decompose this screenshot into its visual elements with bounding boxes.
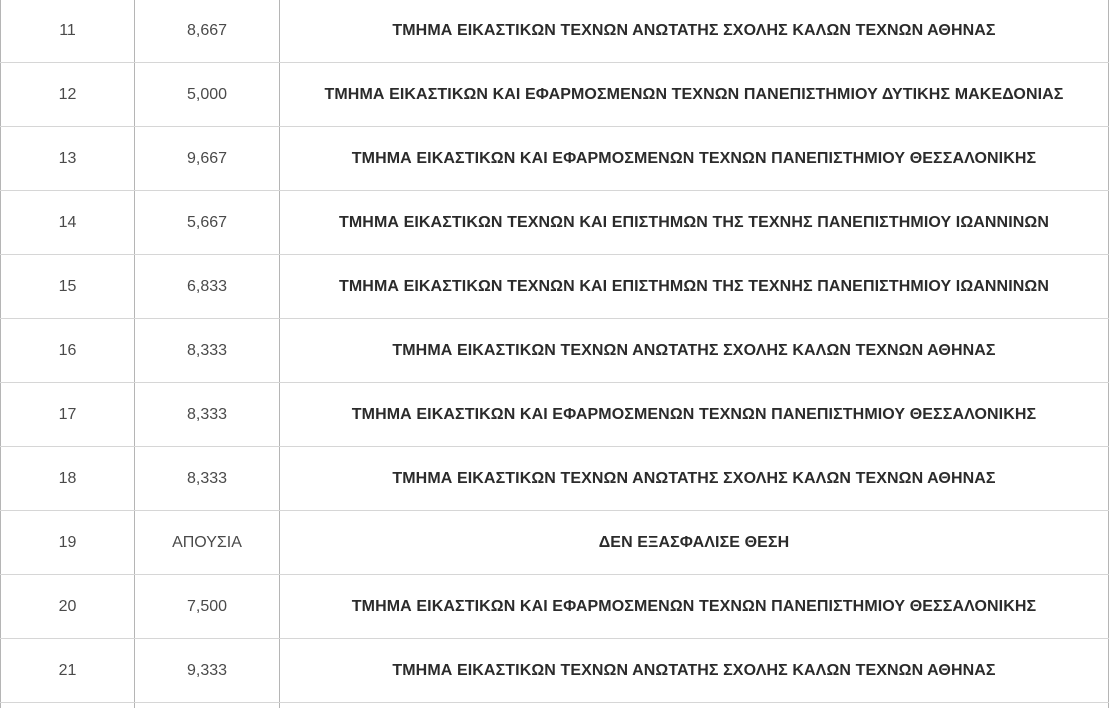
table-row	[1, 447, 1109, 511]
rank-cell: 14	[1, 191, 135, 255]
rank-cell: 17	[1, 383, 135, 447]
table-row	[1, 127, 1109, 191]
table-row	[1, 191, 1109, 255]
score-cell: 9,333	[135, 639, 280, 703]
department-cell: ΤΜΗΜΑ ΕΙΚΑΣΤΙΚΩΝ ΚΑΙ ΕΦΑΡΜΟΣΜΕΝΩΝ ΤΕΧΝΩΝ ΠΑΝΕΠΙΣΤΗΜΙΟΥ ΘΕΣΣΑΛΟΝΙΚΗΣ	[280, 575, 1109, 639]
rank-cell: 12	[1, 63, 135, 127]
score-cell: 9,667	[135, 127, 280, 191]
department-cell: ΤΜΗΜΑ ΕΙΚΑΣΤΙΚΩΝ ΚΑΙ ΕΦΑΡΜΟΣΜΕΝΩΝ ΤΕΧΝΩΝ ΠΑΝΕΠΙΣΤΗΜΙΟΥ ΔΥΤΙΚΗΣ ΜΑΚΕΔΟΝΙΑΣ	[280, 63, 1109, 127]
rank-cell: 15	[1, 255, 135, 319]
department-cell	[280, 703, 1109, 708]
rank-cell	[1, 703, 135, 708]
table-row	[1, 255, 1109, 319]
department-cell: ΤΜΗΜΑ ΕΙΚΑΣΤΙΚΩΝ ΚΑΙ ΕΦΑΡΜΟΣΜΕΝΩΝ ΤΕΧΝΩΝ ΠΑΝΕΠΙΣΤΗΜΙΟΥ ΘΕΣΣΑΛΟΝΙΚΗΣ	[280, 383, 1109, 447]
table-row	[1, 63, 1109, 127]
department-cell: ΤΜΗΜΑ ΕΙΚΑΣΤΙΚΩΝ ΤΕΧΝΩΝ ΑΝΩΤΑΤΗΣ ΣΧΟΛΗΣ ΚΑΛΩΝ ΤΕΧΝΩΝ ΑΘΗΝΑΣ	[280, 0, 1109, 63]
department-cell: ΤΜΗΜΑ ΕΙΚΑΣΤΙΚΩΝ ΚΑΙ ΕΦΑΡΜΟΣΜΕΝΩΝ ΤΕΧΝΩΝ ΠΑΝΕΠΙΣΤΗΜΙΟΥ ΘΕΣΣΑΛΟΝΙΚΗΣ	[280, 127, 1109, 191]
table-row	[1, 319, 1109, 383]
rank-cell: 18	[1, 447, 135, 511]
table-row	[1, 575, 1109, 639]
table-row	[1, 0, 1109, 63]
score-cell: ΑΠΟΥΣΙΑ	[135, 511, 280, 575]
rank-cell: 11	[1, 0, 135, 63]
score-cell: 5,000	[135, 63, 280, 127]
score-cell: 6,833	[135, 255, 280, 319]
rank-cell: 20	[1, 575, 135, 639]
score-cell: 5,667	[135, 191, 280, 255]
department-cell: ΤΜΗΜΑ ΕΙΚΑΣΤΙΚΩΝ ΤΕΧΝΩΝ ΚΑΙ ΕΠΙΣΤΗΜΩΝ ΤΗΣ ΤΕΧΝΗΣ ΠΑΝΕΠΙΣΤΗΜΙΟΥ ΙΩΑΝΝΙΝΩΝ	[280, 191, 1109, 255]
rank-cell: 21	[1, 639, 135, 703]
score-cell	[135, 703, 280, 708]
rank-cell: 13	[1, 127, 135, 191]
department-cell: ΔΕΝ ΕΞΑΣΦΑΛΙΣΕ ΘΕΣΗ	[280, 511, 1109, 575]
table-row	[1, 511, 1109, 575]
rank-cell: 16	[1, 319, 135, 383]
department-cell: ΤΜΗΜΑ ΕΙΚΑΣΤΙΚΩΝ ΤΕΧΝΩΝ ΚΑΙ ΕΠΙΣΤΗΜΩΝ ΤΗΣ ΤΕΧΝΗΣ ΠΑΝΕΠΙΣΤΗΜΙΟΥ ΙΩΑΝΝΙΝΩΝ	[280, 255, 1109, 319]
table-row	[1, 639, 1109, 703]
score-cell: 8,333	[135, 447, 280, 511]
department-cell: ΤΜΗΜΑ ΕΙΚΑΣΤΙΚΩΝ ΤΕΧΝΩΝ ΑΝΩΤΑΤΗΣ ΣΧΟΛΗΣ ΚΑΛΩΝ ΤΕΧΝΩΝ ΑΘΗΝΑΣ	[280, 639, 1109, 703]
score-cell: 8,333	[135, 319, 280, 383]
department-cell: ΤΜΗΜΑ ΕΙΚΑΣΤΙΚΩΝ ΤΕΧΝΩΝ ΑΝΩΤΑΤΗΣ ΣΧΟΛΗΣ ΚΑΛΩΝ ΤΕΧΝΩΝ ΑΘΗΝΑΣ	[280, 447, 1109, 511]
rank-cell: 19	[1, 511, 135, 575]
score-cell: 7,500	[135, 575, 280, 639]
table-row	[1, 383, 1109, 447]
score-cell: 8,667	[135, 0, 280, 63]
table-row	[1, 703, 1109, 708]
department-cell: ΤΜΗΜΑ ΕΙΚΑΣΤΙΚΩΝ ΤΕΧΝΩΝ ΑΝΩΤΑΤΗΣ ΣΧΟΛΗΣ ΚΑΛΩΝ ΤΕΧΝΩΝ ΑΘΗΝΑΣ	[280, 319, 1109, 383]
score-cell: 8,333	[135, 383, 280, 447]
